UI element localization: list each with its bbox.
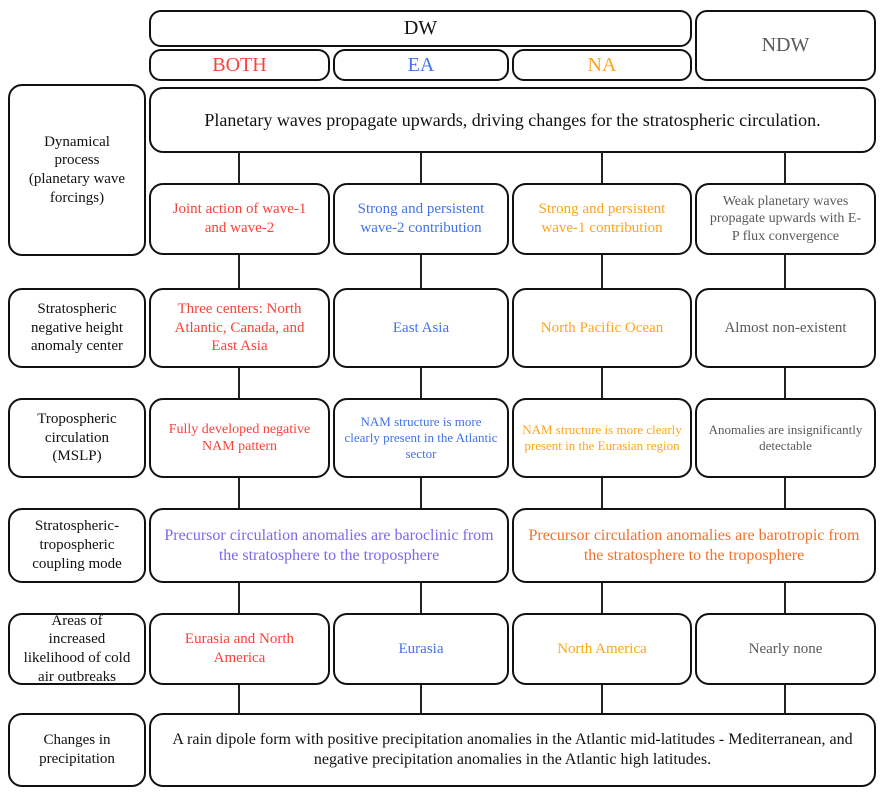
header-ndw: NDW (695, 10, 876, 81)
cell-dynamical-ea: Strong and persistent wave-2 contribution (333, 183, 509, 255)
connector-line (601, 368, 603, 398)
connector-line (420, 478, 422, 508)
cell-coupling-baroclinic: Precursor circulation anomalies are baroclinic from the stratosphere to the troposphere (149, 508, 509, 583)
cell-outbreaks-ndw: Nearly none (695, 613, 876, 685)
cell-dynamical-na: Strong and persistent wave-1 contribution (512, 183, 692, 255)
header-ea: EA (333, 49, 509, 81)
cell-outbreaks-ea: Eurasia (333, 613, 509, 685)
connector-line (784, 478, 786, 508)
row-label-coupling-mode: Stratospheric-tropospheric coupling mode (8, 508, 146, 583)
cell-dynamical-banner: Planetary waves propagate upwards, driving changes for the stratospheric circulation. (149, 87, 876, 153)
cell-mslp-na: NAM structure is more clearly present in the Eurasian region (512, 398, 692, 478)
row-label-dynamical-process: Dynamical process (planetary wave forcings) (8, 84, 146, 256)
cell-mslp-both: Fully developed negative NAM pattern (149, 398, 330, 478)
cell-dynamical-both: Joint action of wave-1 and wave-2 (149, 183, 330, 255)
cell-anomaly-ea: East Asia (333, 288, 509, 368)
row-label-cold-air-outbreaks: Areas of increased likelihood of cold air outbreaks (8, 613, 146, 685)
connector-line (420, 255, 422, 288)
cell-mslp-ndw: Anomalies are insignificantly detectable (695, 398, 876, 478)
cell-outbreaks-na: North America (512, 613, 692, 685)
connector-line (420, 152, 422, 183)
connector-line (238, 255, 240, 288)
connector-line (238, 685, 240, 713)
header-both: BOTH (149, 49, 330, 81)
connector-line (601, 152, 603, 183)
connector-line (420, 368, 422, 398)
connector-line (601, 685, 603, 713)
connector-line (238, 368, 240, 398)
connector-line (784, 255, 786, 288)
connector-line (784, 368, 786, 398)
connector-line (784, 685, 786, 713)
cell-anomaly-ndw: Almost non-existent (695, 288, 876, 368)
connector-line (420, 685, 422, 713)
row-label-precipitation: Changes in precipitation (8, 713, 146, 787)
header-dw: DW (149, 10, 692, 47)
connector-line (601, 583, 603, 613)
cell-outbreaks-both: Eurasia and North America (149, 613, 330, 685)
header-na: NA (512, 49, 692, 81)
connector-line (420, 583, 422, 613)
cell-precipitation-banner: A rain dipole form with positive precipitation anomalies in the Atlantic mid-latitudes - Mediterranean, and negative precipitation anomalies in the Atlantic high latitudes. (149, 713, 876, 787)
cell-mslp-ea: NAM structure is more clearly present in the Atlantic sector (333, 398, 509, 478)
row-label-tropospheric-circulation: Tropospheric circulation (MSLP) (8, 398, 146, 478)
cell-coupling-barotropic: Precursor circulation anomalies are barotropic from the stratosphere to the troposphere (512, 508, 876, 583)
connector-line (238, 152, 240, 183)
cell-anomaly-both: Three centers: North Atlantic, Canada, and East Asia (149, 288, 330, 368)
connector-line (784, 152, 786, 183)
connector-line (784, 583, 786, 613)
row-label-stratospheric-anomaly: Stratospheric negative height anomaly center (8, 288, 146, 368)
connector-line (601, 255, 603, 288)
connector-line (238, 478, 240, 508)
connector-line (238, 583, 240, 613)
cell-dynamical-ndw: Weak planetary waves propagate upwards with E-P flux convergence (695, 183, 876, 255)
cell-anomaly-na: North Pacific Ocean (512, 288, 692, 368)
connector-line (601, 478, 603, 508)
